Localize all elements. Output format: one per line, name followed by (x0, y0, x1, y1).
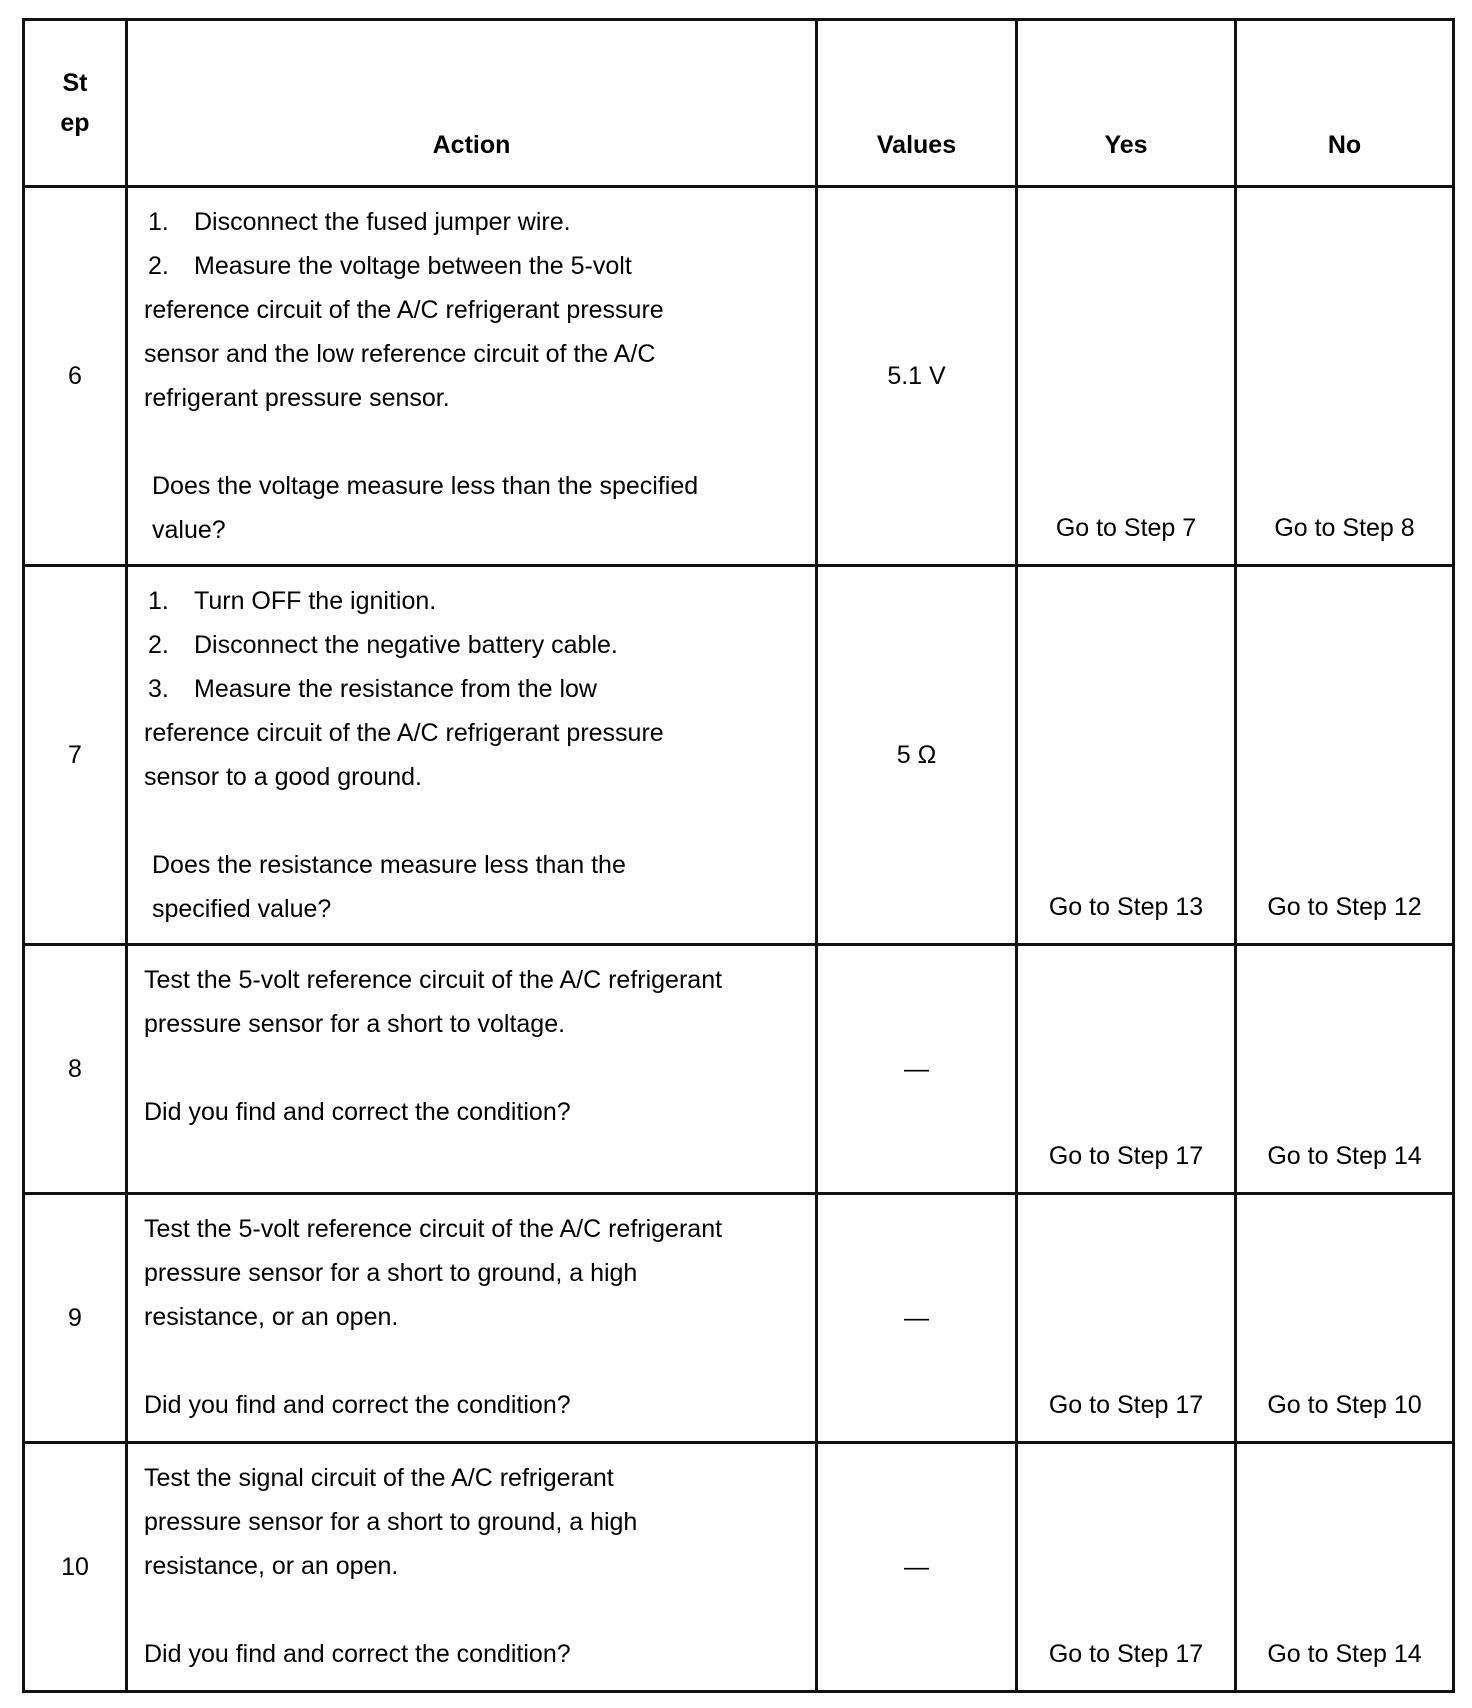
action-text: Test the 5-volt reference circuit of the A/C refrigerant pressure sensor for a short to voltage. (144, 966, 729, 1038)
header-yes: Yes (1017, 20, 1236, 187)
table-row (24, 187, 1454, 566)
header-action: Action (127, 20, 817, 187)
action-question: Did you find and correct the condition? (144, 1098, 571, 1126)
list-text: Measure the resistance from the low reference circuit of the A/C refrigerant pressure sensor to a good ground. (144, 675, 671, 791)
action-list-item (144, 623, 805, 667)
header-values: Values (817, 20, 1017, 187)
action-cell (127, 1194, 817, 1443)
value-cell: — (817, 945, 1017, 1194)
step-cell: 10 (24, 1443, 127, 1692)
list-number: 3. (148, 675, 169, 703)
action-text: Test the signal circuit of the A/C refrigerant pressure sensor for a short to ground, a high resistance, or an open. (144, 1464, 645, 1580)
table-row (24, 945, 1454, 1194)
step-cell: 7 (24, 566, 127, 945)
action-cell (127, 1443, 817, 1692)
header-row (24, 20, 1454, 187)
action-text: Test the 5-volt reference circuit of the A/C refrigerant pressure sensor for a short to ground, a high resistance, or an open. (144, 1215, 729, 1331)
list-text: Disconnect the fused jumper wire. (194, 208, 571, 236)
step-cell: 6 (24, 187, 127, 566)
yes-cell: Go to Step 17 (1017, 945, 1236, 1194)
yes-cell: Go to Step 17 (1017, 1194, 1236, 1443)
diagnostic-table-container (22, 18, 1452, 1693)
diagnostic-table (22, 18, 1455, 1693)
value-cell: 5.1 V (817, 187, 1017, 566)
action-question: Does the voltage measure less than the specified value? (152, 472, 699, 544)
list-number: 1. (148, 208, 169, 236)
action-list-item (144, 667, 684, 799)
action-list-item (144, 244, 684, 420)
value-cell: 5 Ω (817, 566, 1017, 945)
value-cell: — (817, 1194, 1017, 1443)
step-cell: 8 (24, 945, 127, 1194)
action-cell (127, 187, 817, 566)
action-list-item (144, 200, 805, 244)
header-no: No (1236, 20, 1454, 187)
action-cell (127, 566, 817, 945)
no-cell: Go to Step 14 (1236, 945, 1454, 1194)
table-row (24, 1443, 1454, 1692)
yes-cell: Go to Step 13 (1017, 566, 1236, 945)
no-cell: Go to Step 10 (1236, 1194, 1454, 1443)
header-step (24, 20, 127, 187)
yes-cell: Go to Step 7 (1017, 187, 1236, 566)
value-cell: — (817, 1443, 1017, 1692)
yes-cell: Go to Step 17 (1017, 1443, 1236, 1692)
list-number: 1. (148, 587, 169, 615)
no-cell: Go to Step 12 (1236, 566, 1454, 945)
list-text: Disconnect the negative battery cable. (194, 631, 618, 659)
action-cell (127, 945, 817, 1194)
action-question: Did you find and correct the condition? (144, 1391, 571, 1419)
list-text: Turn OFF the ignition. (194, 587, 437, 615)
list-number: 2. (148, 631, 169, 659)
action-list-item (144, 579, 805, 623)
no-cell: Go to Step 8 (1236, 187, 1454, 566)
list-text: Measure the voltage between the 5-volt reference circuit of the A/C refrigerant pressure sensor and the low reference circuit of the A/C refrigerant pressure sensor. (144, 252, 671, 412)
no-cell: Go to Step 14 (1236, 1443, 1454, 1692)
step-cell: 9 (24, 1194, 127, 1443)
table-row (24, 1194, 1454, 1443)
action-question: Does the resistance measure less than the specified value? (152, 851, 626, 923)
table-row (24, 566, 1454, 945)
header-step-text: St ep (60, 69, 90, 137)
action-question: Did you find and correct the condition? (144, 1640, 571, 1668)
list-number: 2. (148, 252, 169, 280)
